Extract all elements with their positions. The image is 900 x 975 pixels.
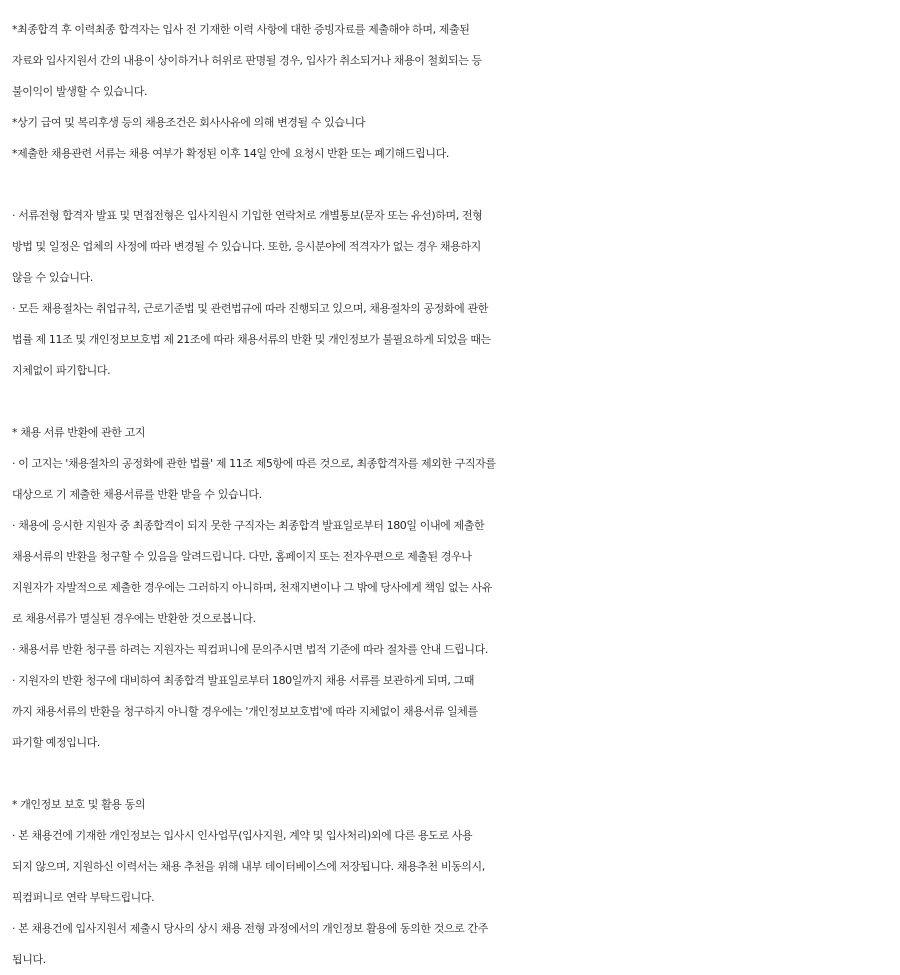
process-line: 않을 수 있습니다. [12,271,93,284]
process-section [12,200,900,386]
notice-section [12,14,900,169]
process-line: 지체없이 파기합니다. [12,364,111,377]
return-docs-line: 지원자가 자발적으로 제출한 경우에는 그러하지 아니하며, 천재지변이나 그 밖에 당사에게 책임 없는 사유 [12,581,492,594]
return-docs-heading: * 채용 서류 반환에 관한 고지 [12,426,146,439]
section-spacer [12,386,900,417]
return-docs-line: 채용서류의 반환을 청구할 수 있음을 알려드립니다. 다만, 홈페이지 또는 전자우편으로 제출된 경우나 [12,550,472,563]
return-docs-section [12,417,900,758]
privacy-line: · 본 채용건에 입사지원서 제출시 당사의 상시 채용 전형 과정에서의 개인정보 활용에 동의한 것으로 간주 [12,922,488,935]
return-docs-line: 대상으로 기 제출한 채용서류를 반환 받을 수 있습니다. [12,488,262,501]
return-docs-line: · 지원자의 반환 청구에 대비하여 최종합격 발표일로부터 180일까지 채용 서류를 보관하게 되며, 그때 [12,674,474,687]
return-docs-line: · 채용서류 반환 청구를 하려는 지원자는 픽컴퍼니에 문의주시면 법적 기준에 따라 절차를 안내 드립니다. [12,643,488,656]
notice-line: 자료와 입사지원서 간의 내용이 상이하거나 허위로 판명될 경우, 입사가 취소되거나 채용이 철회되는 등 [12,54,482,67]
return-docs-line: 까지 채용서류의 반환을 청구하지 아니할 경우에는 '개인정보보호법'에 따라 지체없이 채용서류 일체를 [12,705,478,718]
notice-line: *최종합격 후 이력최종 합격자는 입사 전 기재한 이력 사항에 대한 증빙자료를 제출해야 하며, 제출된 [12,23,470,36]
return-docs-line: · 이 고지는 '채용절차의 공정화에 관한 법률' 제 11조 제5항에 따른 것으로, 최종합격자를 제외한 구직자를 [12,457,496,470]
section-spacer [12,758,900,789]
privacy-heading: * 개인정보 보호 및 활용 동의 [12,798,146,811]
privacy-line: 됩니다. [12,953,46,966]
return-docs-line: 파기할 예정입니다. [12,736,101,749]
privacy-section [12,789,900,975]
privacy-line: · 본 채용건에 기재한 개인정보는 입사시 인사업무(입사지원, 계약 및 입사처리)외에 다른 용도로 사용 [12,829,473,842]
section-spacer [12,169,900,200]
notice-line: *제출한 채용관련 서류는 채용 여부가 확정된 이후 14일 안에 요청시 반환 또는 폐기해드립니다. [12,147,449,160]
process-line: 방법 및 일정은 업체의 사정에 따라 변경될 수 있습니다. 또한, 응시분야에 적격자가 없는 경우 채용하지 [12,240,481,253]
process-line: · 모든 채용절차는 취업규칙, 근로기준법 및 관련법규에 따라 진행되고 있으며, 채용절차의 공정화에 관한 [12,302,488,315]
privacy-line: 되지 않으며, 지원하신 이력서는 채용 추천을 위해 내부 데이터베이스에 저장됩니다. 채용추천 비동의시, [12,860,485,873]
process-line: 법률 제 11조 및 개인정보보호법 제 21조에 따라 채용서류의 반환 및 개인정보가 불필요하게 되었을 때는 [12,333,491,346]
notice-line: *상기 급여 및 복리후생 등의 채용조건은 회사사유에 의해 변경될 수 있습니다 [12,116,366,129]
return-docs-line: 로 채용서류가 멸실된 경우에는 반환한 것으로봅니다. [12,612,256,625]
privacy-line: 픽컴퍼니로 연락 부탁드립니다. [12,891,155,904]
return-docs-line: · 채용에 응시한 지원자 중 최종합격이 되지 못한 구직자는 최종합격 발표일로부터 180일 이내에 제출한 [12,519,485,532]
process-line: · 서류전형 합격자 발표 및 면접전형은 입사지원시 기입한 연락처로 개별통보(문자 또는 유선)하며, 전형 [12,209,483,222]
notice-line: 불이익이 발생할 수 있습니다. [12,85,148,98]
